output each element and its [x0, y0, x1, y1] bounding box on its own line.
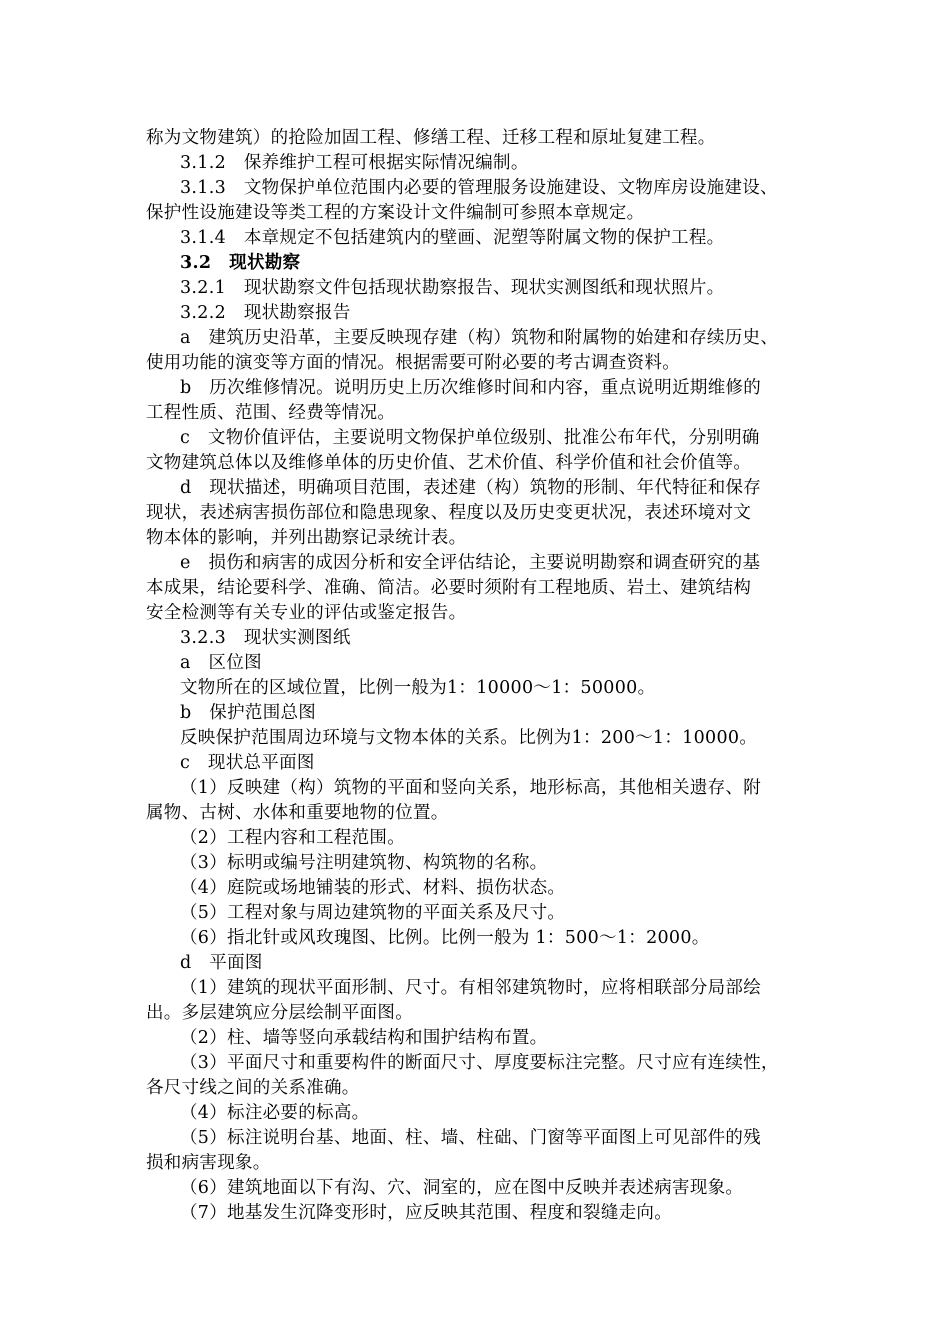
clause-3-2-1: 3.2.1 现状勘察文件包括现状勘察报告、现状实测图纸和现状照片。 — [180, 278, 725, 298]
text-line: 文物建筑总体以及维修单体的历史价值、艺术价值、科学价值和社会价值等。 — [146, 453, 752, 473]
clause-3-1-3: 3.1.3 文物保护单位范围内必要的管理服务设施建设、文物库房设施建设、 — [180, 178, 778, 198]
text-line: 各尺寸线之间的关系准确。 — [146, 1078, 360, 1098]
text-line: 现状，表述病害损伤部位和隐患现象、程度以及历史变更状况，表述环境对文 — [146, 503, 752, 523]
list-item: （2）工程内容和工程范围。 — [180, 828, 406, 848]
text-line: 使用功能的演变等方面的情况。根据需要可附必要的考古调查资料。 — [146, 353, 680, 373]
text-line: 工程性质、范围、经费等情况。 — [146, 403, 396, 423]
list-item: （7）地基发生沉降变形时，应反映其范围、程度和裂缝走向。 — [180, 1203, 673, 1223]
text-line: 保护性设施建设等类工程的方案设计文件编制可参照本章规定。 — [146, 203, 645, 223]
section-heading-3-2: 3.2 现状勘察 — [180, 253, 301, 273]
item-c: c 文物价值评估，主要说明文物保护单位级别、批准公布年代，分别明确 — [180, 428, 760, 448]
list-item: （1）建筑的现状平面形制、尺寸。有相邻建筑物时，应将相联部分局部绘 — [180, 978, 762, 998]
item-b: b 历次维修情况。说明历史上历次维修时间和内容，重点说明近期维修的 — [180, 378, 762, 398]
text-line: 文物所在的区域位置，比例一般为1：10000～1：50000。 — [180, 678, 656, 698]
list-item: （1）反映建（构）筑物的平面和竖向关系，地形标高，其他相关遗存、附 — [180, 778, 762, 798]
text-line: 称为文物建筑）的抢险加固工程、修缮工程、迁移工程和原址复建工程。 — [146, 128, 716, 148]
list-item: （3）标明或编号注明建筑物、构筑物的名称。 — [180, 853, 548, 873]
item-d-floor-plan: d 平面图 — [180, 953, 263, 973]
clause-3-1-4: 3.1.4 本章规定不包括建筑内的壁画、泥塑等附属文物的保护工程。 — [180, 228, 725, 248]
clause-3-2-3: 3.2.3 现状实测图纸 — [180, 628, 351, 648]
list-item: （3）平面尺寸和重要构件的断面尺寸、厚度要标注完整。尺寸应有连续性， — [180, 1053, 779, 1073]
list-item: （5）工程对象与周边建筑物的平面关系及尺寸。 — [180, 903, 566, 923]
list-item: （2）柱、墙等竖向承载结构和围护结构布置。 — [180, 1028, 548, 1048]
clause-3-1-2: 3.1.2 保养维护工程可根据实际情况编制。 — [180, 153, 529, 173]
list-item: （4）标注必要的标高。 — [180, 1103, 370, 1123]
item-c-site-plan: c 现状总平面图 — [180, 753, 315, 773]
list-item: （4）庭院或场地铺装的形式、材料、损伤状态。 — [180, 878, 566, 898]
text-line: 损和病害现象。 — [146, 1153, 271, 1173]
list-item: （6）指北针或风玫瑰图、比例。比例一般为 1：500～1：2000。 — [180, 928, 710, 948]
item-e: e 损伤和病害的成因分析和安全评估结论，主要说明勘察和调查研究的基 — [180, 553, 761, 573]
item-b-protection-plan: b 保护范围总图 — [180, 703, 317, 723]
clause-3-2-2: 3.2.2 现状勘察报告 — [180, 303, 351, 323]
text-line: 本成果，结论要科学、准确、简洁。必要时须附有工程地质、岩土、建筑结构 — [146, 578, 752, 598]
text-line: 反映保护范围周边环境与文物本体的关系。比例为1：200～1：10000。 — [180, 728, 758, 748]
item-a: a 建筑历史沿革，主要反映现存建（构）筑物和附属物的始建和存续历史、 — [180, 328, 779, 348]
text-line: 物本体的影响，并列出勘察记录统计表。 — [146, 528, 467, 548]
list-item: （6）建筑地面以下有沟、穴、洞室的，应在图中反映并表述病害现象。 — [180, 1178, 744, 1198]
text-line: 属物、古树、水体和重要地物的位置。 — [146, 803, 449, 823]
text-line: 安全检测等有关专业的评估或鉴定报告。 — [146, 603, 467, 623]
list-item: （5）标注说明台基、地面、柱、墙、柱础、门窗等平面图上可见部件的残 — [180, 1128, 762, 1148]
item-d: d 现状描述，明确项目范围，表述建（构）筑物的形制、年代特征和保存 — [180, 478, 762, 498]
text-line: 出。多层建筑应分层绘制平面图。 — [146, 1003, 413, 1023]
item-a-location-map: a 区位图 — [180, 653, 262, 673]
